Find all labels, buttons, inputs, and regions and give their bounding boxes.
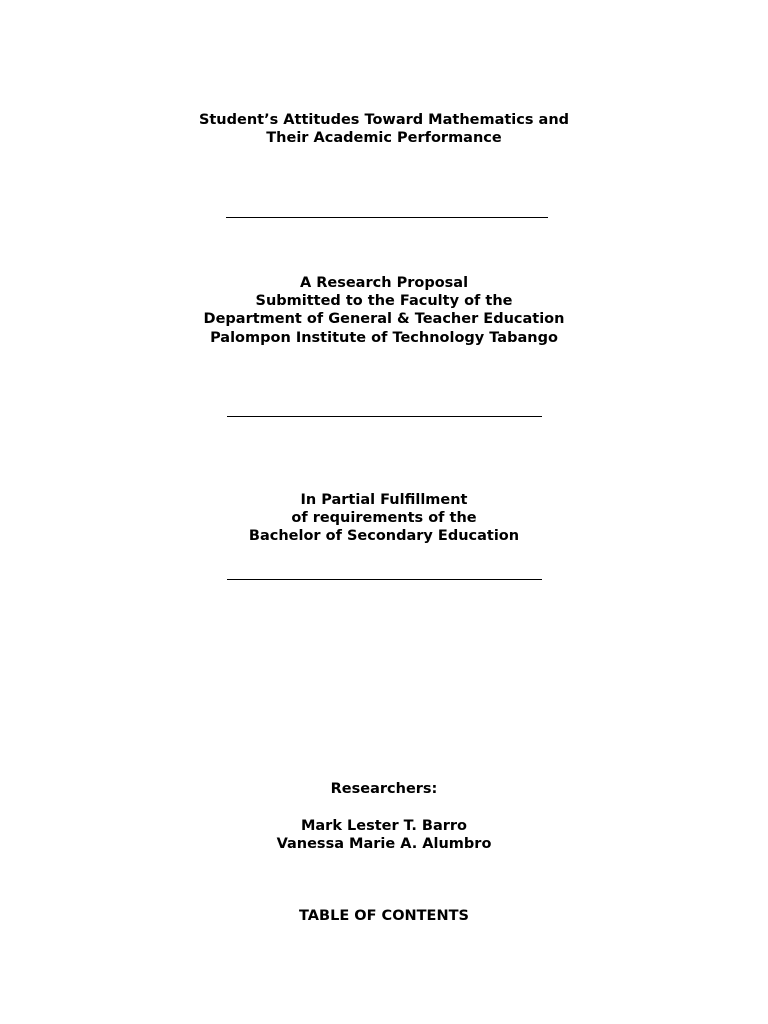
fulfillment-line-3: Bachelor of Secondary Education	[248, 528, 520, 544]
researcher-name: Vanessa Marie A. Alumbro	[276, 836, 492, 852]
proposal-line-1: A Research Proposal	[299, 275, 469, 291]
toc-heading: TABLE OF CONTENTS	[299, 908, 469, 924]
proposal-line-3: Department of General & Teacher Education	[203, 311, 565, 327]
proposal-line-2: Submitted to the Faculty of the	[255, 293, 513, 309]
researchers-heading: Researchers:	[330, 781, 438, 797]
title-line-2: Their Academic Performance	[266, 130, 502, 146]
divider-rule-1	[226, 217, 548, 218]
title-line-1: Student’s Attitudes Toward Mathematics and	[198, 112, 570, 128]
fulfillment-line-1: In Partial Fulfillment	[300, 492, 468, 508]
proposal-line-4: Palompon Institute of Technology Tabango	[210, 330, 558, 346]
fulfillment-line-2: of requirements of the	[291, 510, 477, 526]
divider-rule-2	[227, 416, 542, 417]
researcher-name: Mark Lester T. Barro	[300, 818, 468, 834]
divider-rule-3	[227, 579, 542, 580]
